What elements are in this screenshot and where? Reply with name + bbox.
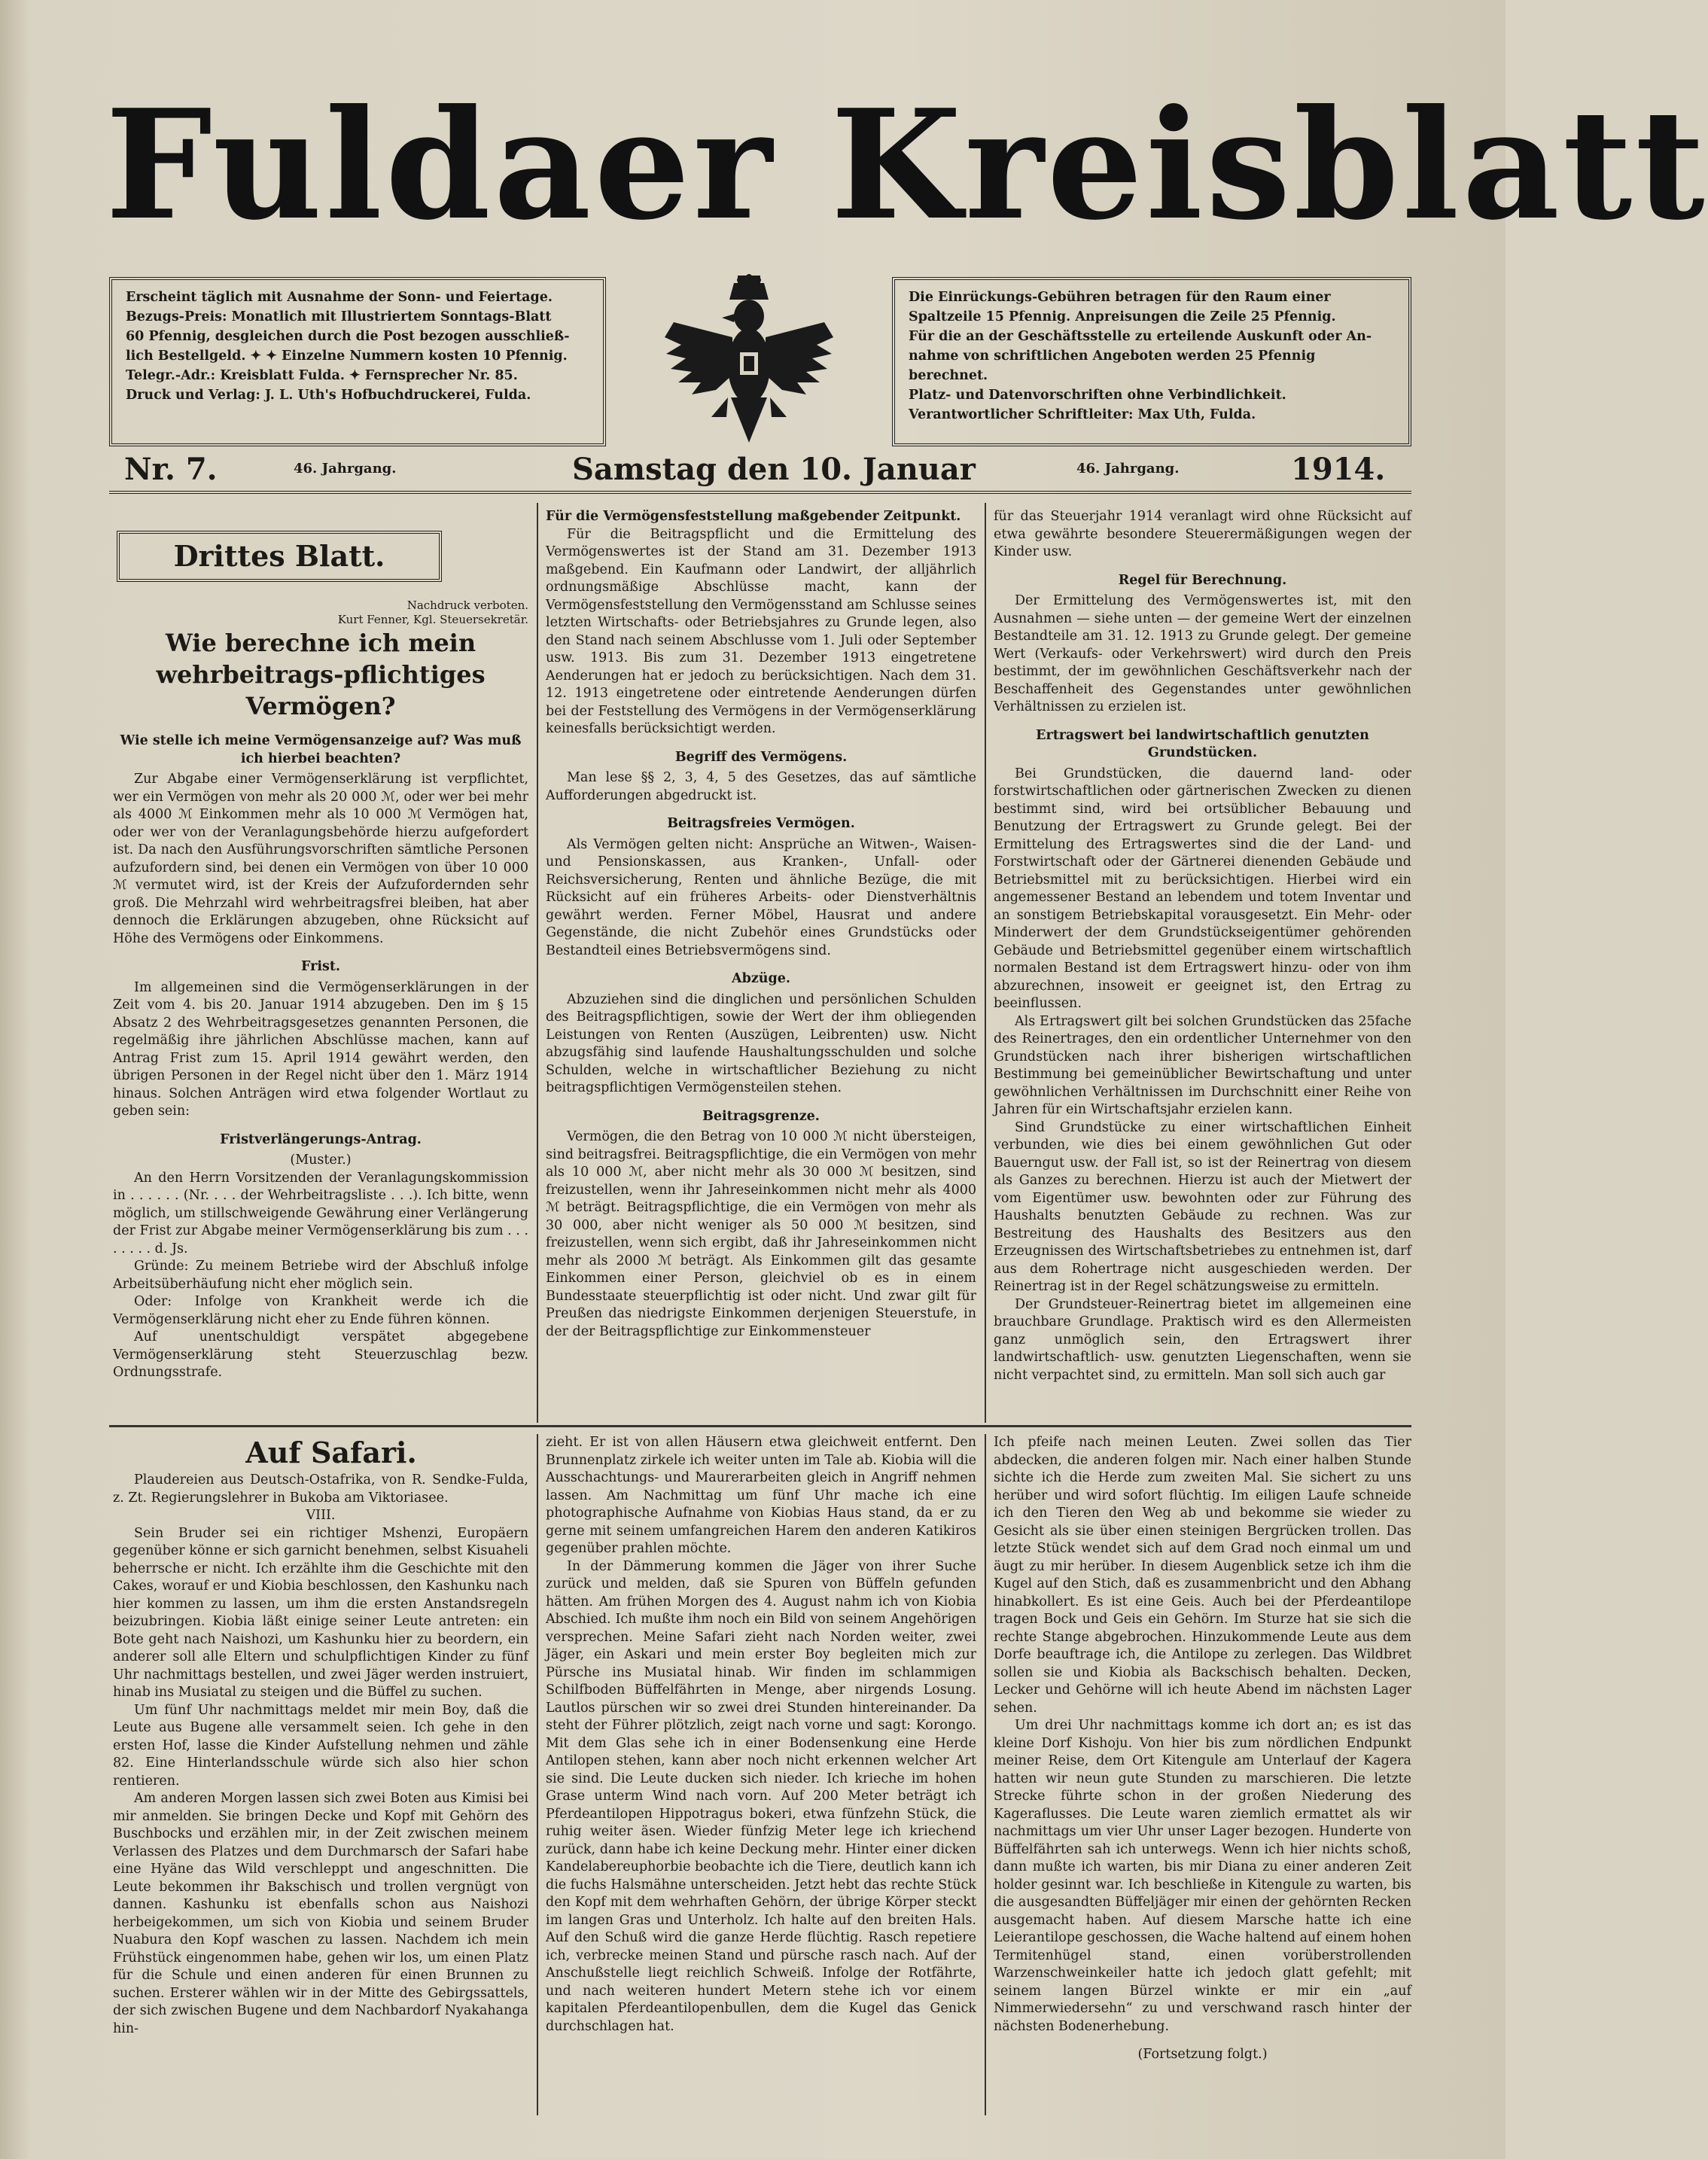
paragraph: Am anderen Morgen lassen sich zwei Boten aus Kimisi bei mir anmelden. Sie bringen Decke und Kopf mit Gehörn des Buschbocks und erzählen mir, in der Zeit zwischen meinem Verlassen des Platzes und dem Durchmarsch der Safari habe eine Hyäne das Wild verschleppt und angeschnitten. Die Leute bekommen ihr Bakschisch und trollen vergnügt von dannen. Kashunku ist ebenfalls schon aus Naishozi herbeigekommen, um sich von Kiobia und seinem Bruder Nuabura den Kopf waschen zu lassen. Nachdem ich mein Frühstück eingenommen habe, gehen wir los, um einen Platz für die Schule und einen anderen für einen Brunnen zu suchen. Ersterer wählen wir in der Mitte des Gebirgssattels, der sich zwischen Bugene und dem Nachbardorf Nyakahanga hin-: [113, 1791, 528, 2036]
dateline: [109, 452, 1411, 494]
paragraph: Oder: Infolge von Krankheit werde ich die Vermögenserklärung nicht eher zu Ende führen können.: [113, 1294, 528, 1327]
article-column: [546, 1434, 976, 2115]
paragraph: für das Steuerjahr 1914 veranlagt wird ohne Rücksicht auf etwa gewährte besondere Steuerermäßigungen wegen der Kinder usw.: [994, 509, 1411, 559]
paragraph: Gründe: Zu meinem Betriebe wird der Abschluß infolge Arbeitsüberhäufung nicht eher möglich sein.: [113, 1259, 528, 1292]
section-heading: Fristverlängerungs-Antrag.: [220, 1131, 422, 1147]
paragraph: Zur Abgabe einer Vermögenserklärung ist verpflichtet, wer ein Vermögen von mehr als 20 000 ℳ, oder wer bei mehr als 4000 ℳ Einkommen mehr als 10 000 ℳ Vermögen hat, oder wer von der Veranlagungsbehörde hierzu aufgefordert ist. Da nach den Ausführungsvorschriften sämtliche Personen aufzufordern sind, bei denen ein Vermögen von über 10 000 ℳ vermutet wird, ist der Kreis der Aufzufordernden sehr groß. Die Mehrzahl wird wehrbeitragsfrei bleiben, hat aber dennoch die Erklärungen abzugeben, ohne Rücksicht auf Höhe des Vermögens oder Einkommens.: [113, 772, 528, 946]
info-line: Platz- und Datenvorschriften ohne Verbindlichkeit.: [909, 388, 1286, 403]
reprint-note: Nachdruck verboten.: [406, 598, 528, 612]
volume-label: 46. Jahrgang.: [1076, 461, 1180, 477]
paragraph: zieht. Er ist von allen Häusern etwa gleichweit entfernt. Den Brunnenplatz zirkele ich weiter unten im Tale ab. Kiobia will die Ausschachtungs- und Maurerarbeiten gleich in Angriff nehmen lassen. Am Nachmittag um fünf Uhr mache ich eine photographische Aufnahme von Kiobias Haus stand, da er zu gerne mit seinem umfangreichen Harem den anderen Katikiros gegenüber prahlen möchte.: [546, 1435, 976, 1556]
paragraph: In der Dämmerung kommen die Jäger von ihrer Suche zurück und melden, daß sie Spuren von Büffeln gefunden hätten. Am frühen Morgen des 4. August nahm ich von Kiobia Abschied. Ich mußte ihm noch ein Bild von seinem Angehörigen versprechen. Meine Safari zieht nach Norden weiter, zwei Jäger, ein Askari und mein erster Boy begleiten mich zur Pürsche ins Musiatal hinab. Wir finden im schlammigen Schilfboden Büffelfährten in Menge, aber nirgends Losung. Lautlos pürschen wir so zwei drei Stunden hintereinander. Da steht der Führer plötzlich, zeigt nach vorne und sagt: Korongo. Mit dem Glas sehe ich in einer Bodensenkung eine Herde Antilopen stehen, kann aber noch nicht erkennen welcher Art sie sind. Die Leute ducken sich nieder. Ich krieche im hohen Grase unterm Wind nach vorn. Auf 200 Meter beträgt ich Pferdeantilopen Hippotragus bokeri, etwa fünfzehn Stück, die ruhig weiter äsen. Wieder fünfzig Meter lege ich kriechend zurück, dann habe ich keine Deckung mehr. Hinter einer dicken Kandelabereuphorbie beobachte ich die Tiere, deutlich kann ich die fuchs Halsmähne unterscheiden. Jetzt hebt das rechte Stück den Kopf mit dem wehrhaften Gehörn, der übrige Körper steckt im langen Gras und Unterholz. Ich halte auf den breiten Hals. Auf den Schuß wird die ganze Herde flüchtig. Rasch repetiere ich, verbrecke meinen Stand und pürsche rasch nach. Auf der Anschußstelle liegt reichlich Schweiß. Infolge der Rotfährte, und nach weiteren hundert Metern stehe ich vor einem kapitalen Pferdeantilopenbullen, dem die Kugel das Genick durchschlagen hat.: [546, 1558, 976, 2034]
paragraph: Sind Grundstücke zu einer wirtschaftlichen Einheit verbunden, wie dies bei einem gewöhnlichen Gut oder Bauerngut usw. der Fall ist, so ist der Reinertrag von diesem als Ganzes zu berechnen. Hierzu ist auch der Mietwert der vom Eigentümer usw. bewohnten oder zur Führung des Haushalts benutzten Gebäude zu rechnen. Was zur Bestreitung des Haushalts des Besitzers aus den Erzeugnissen des Wirtschaftsbetriebes zu entnehmen ist, darf aus dem Rohertrage nicht ausgeschieden werden. Der Reinertrag ist in der Regel schätzungsweise zu ermitteln.: [994, 1119, 1411, 1294]
article-question: Wie stelle ich meine Vermögensanzeige auf? Was muß ich hierbei beachten?: [120, 733, 522, 766]
article-column: [546, 508, 976, 1421]
info-line: Die Einrückungs-Gebühren betragen für den Raum einer: [909, 290, 1331, 305]
column-rule: [985, 1434, 986, 2115]
paragraph: Abzuziehen sind die dinglichen und persönlichen Schulden des Beitragspflichtigen, sowie der Wert der ihm obliegenden Leistungen von Renten (Auszügen, Leibrenten) usw. Nicht abzugsfähig sind laufende Haushaltungsschulden und solche Schulden, welche in wirtschaftlicher Beziehung zu nicht beitragspflichtigen Vermögensteilen stehen.: [546, 991, 976, 1095]
article-column: [113, 1434, 528, 2115]
info-line: nahme von schriftlichen Angeboten werden 25 Pfennig berechnet.: [909, 349, 1316, 383]
issue-number: Nr. 7.: [124, 452, 218, 487]
paragraph: Als Ertragswert gilt bei solchen Grundstücken das 25fache des Reinertrages, den ein ordentlicher Unternehmer von den Grundstücken nach ihrer bisherigen wirtschaftlichen Bestimmung bei gemeinüblicher Bewirtschaftung und unter gewöhnlichen Verhältnissen im Durchschnitt einer Reihe von Jahren für ein Wirtschaftsjahr erzielen kann.: [994, 1013, 1411, 1117]
article-column: [994, 1434, 1411, 2115]
column-rule: [985, 503, 986, 1423]
paragraph: Im allgemeinen sind die Vermögenserklärungen in der Zeit vom 4. bis 20. Januar 1914 abzugeben. Den im § 15 Absatz 2 des Wehrbeitragsgesetzes genannten Personen, die regelmäßig ihre jährlichen Abschlüsse machen, kann auf Antrag Frist zum 15. April 1914 gewährt werden, den übrigen Personen in der Regel nicht über den 1. März 1914 hinaus. Solchen Anträgen wird etwa folgender Wortlaut zu geben sein:: [113, 979, 528, 1119]
article-headline: Auf Safari.: [245, 1436, 417, 1469]
paragraph: Vermögen, die den Betrag von 10 000 ℳ nicht übersteigen, sind beitragsfrei. Beitragspflichtige, die ein Vermögen von mehr als 10 000 ℳ, aber nicht mehr als 30 000 ℳ besitzen, sind freizustellen, wenn ihr Jahreseinkommen nicht mehr als 4000 ℳ beträgt. Beitragspflichtige, die ein Vermögen von mehr als 30 000, aber nicht weniger als 50 000 ℳ besitzen, sind freizustellen, wenn sich ergibt, daß ihr Jahreseinkommen nicht mehr als 2000 ℳ beträgt. Als Einkommen gilt das gesamte Einkommen einer Person, gleichviel ob es in einem Bundesstaate steuerpflichtig ist oder nicht. Und zwar gilt für Preußen das niedrigste Einkommen derjenigen Steuerstufe, in der der Beitragspflichtige zur Einkommensteuer: [546, 1129, 977, 1339]
paragraph: Bei Grundstücken, die dauernd land- oder forstwirtschaftlichen oder gärtnerischen Zwecken zu dienen bestimmt sind, wird bei ortsüblicher Bebauung und Benutzung der Ertragswert zu Grunde gelegt. Bei der Ermittelung des Ertragswertes sind die der Land- und Forstwirtschaft oder der Gärtnerei dienenden Gebäude und Betriebsmittel mit zu berücksichtigen. Hierbei wird ein angemessener Bestand an lebendem und totem Inventar und an sonstigem Betriebskapital vorausgesetzt. Ein Mehr- oder Minderwert der dem Grundstückseigentümer gehörenden Gebäude und Betriebsmittel gegenüber einem wirtschaftlich normalen Bestand ist dem Ertragswert hinzu- oder von ihm abzurechnen, insoweit er geeignet ist, den Ertrag zu beeinflussen.: [994, 766, 1411, 1011]
section-heading: Beitragsfreies Vermögen.: [667, 816, 855, 831]
paragraph: Sein Bruder sei ein richtiger Mshenzi, Europäern gegenüber könne er sich garnicht benehmen, selbst Kisuaheli beherrsche er nicht. Ich erzählte ihm die Geschichte mit den Cakes, worauf er und Kiobia beschlossen, den Kashunku nach hier kommen zu lassen, um ihm die ersten Anstandsregeln beizubringen. Kiobia läßt einige seiner Leute antreten: ein Bote geht nach Naishozi, um Kashunku hier zu beordern, ein anderer soll alle Eltern und schulpflichtigen Kinder zu fünf Uhr nachmittags bestellen, und zwei Jäger werden instruiert, hinab ins Musiatal zu steigen und die Büffel zu suchen.: [113, 1525, 528, 1700]
issue-year: 1914.: [1291, 452, 1386, 487]
info-line: Für die an der Geschäftsstelle zu erteilende Auskunft oder An-: [909, 329, 1372, 344]
article-byline: Plaudereien aus Deutsch-Ostafrika, von R. Sendke-Fulda, z. Zt. Regierungslehrer in Bukoba am Viktoriasee.: [113, 1472, 528, 1506]
masthead-title: Fuldaer Kreisblatt: [105, 77, 1708, 254]
info-line: Erscheint täglich mit Ausnahme der Sonn- und Feiertage.: [126, 290, 553, 305]
info-line: 60 Pfennig, desgleichen durch die Post bezogen ausschließ-: [126, 329, 570, 344]
paragraph: Um drei Uhr nachmittags komme ich dort an; es ist das kleine Dorf Kishoju. Von hier bis zum nördlichen Endpunkt meiner Reise, dem Ort Kitengule am Unterlauf der Kagera hatten wir neun gute Stunden zu marschieren. Die letzte Strecke führte schon in der großen Niederung des Kageraflusses. Die Leute waren ziemlich ermattet als wir nachmittags um vier Uhr unser Lager bezogen. Hunderte von Büffelfährten sah ich unterwegs. Wenn ich hier nichts schoß, dann mußte ich warten, bis mir Diana zu einer anderen Zeit holder gesinnt war. Ich beschließe in Kitengule zu warten, bis die ausgesandten Büffeljäger mir einen der gehörnten Recken ausgemacht haben. Auf diesem Marsche hatte ich eine Leierantilope geschossen, die Wache haltend auf einem hohen Termitenhügel stand, einen vorüberstrollenden Warzenschweinkeiler hatte ich jedoch glatt gefehlt; mit seinem langen Bürzel winkte er mir ein „auf Nimmerwiedersehn“ zu und verschwand rasch hinter der nächsten Bodenerhebung.: [994, 1718, 1411, 2034]
column-rule: [537, 1434, 538, 2115]
eagle-emblem-icon: [659, 269, 839, 450]
info-line: Verantwortlicher Schriftleiter: Max Uth, Fulda.: [909, 407, 1256, 422]
info-line: Bezugs-Preis: Monatlich mit Illustriertem Sonntags-Blatt: [126, 309, 552, 324]
info-line: Druck und Verlag: J. L. Uth's Hofbuchdruckerei, Fulda.: [126, 388, 531, 403]
section-rule: [109, 1425, 1411, 1427]
article-part: VIII.: [306, 1508, 336, 1523]
issue-date: Samstag den 10. Januar: [572, 452, 976, 487]
section-heading: Frist.: [300, 959, 340, 974]
section-heading: Ertragswert bei landwirtschaftlich genutzten Grundstücken.: [1036, 727, 1369, 760]
column-rule: [537, 503, 538, 1423]
section-heading: Begriff des Vermögens.: [674, 749, 848, 765]
article-column: [994, 508, 1411, 1421]
info-line: Telegr.-Adr.: Kreisblatt Fulda. ✦ Fernsprecher Nr. 85.: [126, 368, 518, 383]
paragraph: Ich pfeife nach meinen Leuten. Zwei sollen das Tier abdecken, die anderen folgen mir. Nach einer halben Stunde sichte ich die Herde zum zweiten Mal. Sie sichert zu uns herüber und wird sofort flüchtig. Im eiligen Laufe schneide ich den Tieren den Weg ab und bekomme sie wieder zu Gesicht als sie über einen steinigen Bergrücken trollen. Das letzte Stück wendet sich auf dem Grad noch einmal um und äugt zu mir herüber. In diesem Augenblick setze ich ihm die Kugel auf den Stich, daß es zusammenbricht und den Abhang hinabkollert. Es ist eine Geis. Auch bei der Pferdeantilope tragen Bock und Geis ein Gehörn. Im Sturze hat sie sich die rechte Stange abgebrochen. Hinzukommende Leute aus dem Dorfe beauftrage ich, die Antilope zu zerlegen. Das Wildbret sollen sie und Kiobia als Backschisch behalten. Decken, Lecker und Gehörne will ich heute Abend im nächsten Lager sehen.: [994, 1435, 1411, 1716]
advertising-info-box: [892, 277, 1411, 446]
paragraph: Für die Beitragspflicht und die Ermittelung des Vermögenswertes ist der Stand am 31. Dezember 1913 maßgebend. Ein Kaufmann oder Landwirt, der alljährlich ordnungsmäßige Abschlüsse macht, kann der Vermögensfeststellung den Vermögensstand am Schlusse seines letzten Wirtschafts- oder Betriebsjahres zu Grunde legen, also den Stand nach seinem Abschlusse vom 1. Juli oder September usw. 1913. Bis zum 31. Dezember 1913 eingetretene Aenderungen hat er jedoch zu berücksichtigen. Nach dem 31. 12. 1913 eingetretene oder eintretende Aenderungen dürfen bei der Feststellung des Vermögens in der Vermögenserklärung keinesfalls berücksichtigt werden.: [546, 526, 976, 736]
section-heading: Abzüge.: [732, 971, 790, 986]
paragraph: Als Vermögen gelten nicht: Ansprüche an Witwen-, Waisen- und Pensionskassen, aus Kranken-, Unfall- oder Reichsversicherung, Renten und ähnliche Bezüge, die mit Rücksicht auf ein früheres Arbeits- oder Dienstverhältnis gewährt werden. Ferner Möbel, Hausrat und andere Gegenstände, die nicht Zubehör eines Grundstücks oder Bestandteil eines Betriebsvermögens sind.: [546, 836, 976, 958]
paragraph: An den Herrn Vorsitzenden der Veranlagungskommission in . . . . . . (Nr. . . . der Wehrbeitragsliste . . .). Ich bitte, wenn möglich, um stillschweigende Gewährung einer Verlängerung der Frist zur Abgabe meiner Vermögenserklärung bis zum . . . . . . . . d. Js.: [113, 1170, 528, 1256]
paragraph: Der Grundsteuer-Reinertrag bietet im allgemeinen eine brauchbare Grundlage. Praktisch wird es den Allermeisten ganz unmöglich sein, den Ertragswert ihrer landwirtschaftlich- usw. genutzten Liegenschaften, wenn sie nicht verpachtet sind, zu ermitteln. Man soll sich auch gar: [994, 1296, 1411, 1383]
author-line: Kurt Fenner, Kgl. Steuersekretär.: [337, 613, 528, 626]
volume-label: 46. Jahrgang.: [294, 461, 397, 477]
continuation-note: (Fortsetzung folgt.): [1137, 2047, 1268, 2062]
section-heading: Regel für Berechnung.: [1118, 572, 1287, 588]
paragraph: Um fünf Uhr nachmittags meldet mir mein Boy, daß die Leute aus Bugene alle versammelt seien. Ich gehe in den ersten Hof, lasse die Kinder Aufstellung nehmen und zähle 82. Eine Hinterlandsschule würde sich also hier schon rentieren.: [113, 1702, 528, 1789]
article-headline: Wie berechne ich mein wehrbeitrags-pflichtiges Vermögen?: [156, 629, 486, 720]
section-heading: Für die Vermögensfeststellung maßgebender Zeitpunkt.: [546, 509, 961, 524]
paragraph: Der Ermittelung des Vermögenswertes ist, mit den Ausnahmen — siehe unten — der gemeine Wert der einzelnen Bestandteile am 31. 12. 1913 zu Grunde gelegt. Der gemeine Wert (Verkaufs- oder Verkehrswert) wird durch den Preis bestimmt, der im gewöhnlichen Geschäftsverkehr nach der Beschaffenheit des Gegenstandes unter gewöhnlichen Verhältnissen zu erzielen ist.: [994, 593, 1411, 714]
subscription-info-box: [109, 277, 606, 446]
section-label: Drittes Blatt.: [117, 531, 442, 582]
article-column: [113, 598, 528, 1421]
paragraph: Auf unentschuldigt verspätet abgegebene Vermögenserklärung steht Steuerzuschlag bezw. Ordnungsstrafe.: [113, 1329, 528, 1380]
section-heading: Beitragsgrenze.: [702, 1108, 820, 1124]
info-line: lich Bestellgeld. ✦ ✦ Einzelne Nummern kosten 10 Pfennig.: [126, 349, 568, 364]
paragraph: Man lese §§ 2, 3, 4, 5 des Gesetzes, das auf sämtliche Aufforderungen abgedruckt ist.: [546, 770, 976, 803]
info-line: Spaltzeile 15 Pfennig. Anpreisungen die Zeile 25 Pfennig.: [909, 309, 1336, 324]
section-subheading: (Muster.): [290, 1153, 352, 1168]
